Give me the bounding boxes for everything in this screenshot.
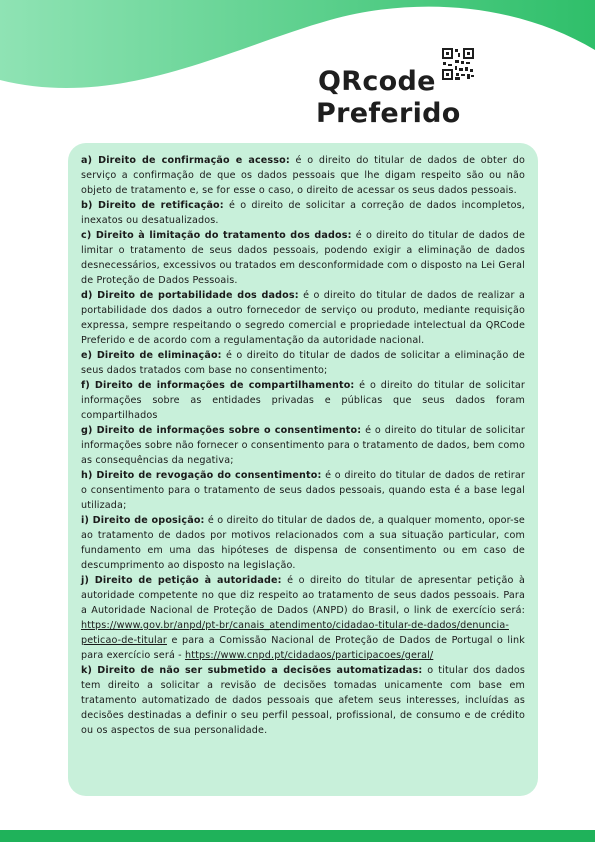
right-title: c) Direito à limitação do tratamento dos dados: (81, 230, 352, 241)
right-text: o titular dos dados tem direito a solicitar a revisão de decisões tomadas unicamente com base em tratamento automatizado de dados pessoais que afetem seus interesses, incluídas as decisões destinadas a definir o seu perfil pessoal, profissional, de consumo e de crédito ou os aspectos de sua personalidade. (81, 665, 525, 736)
right-text: é o direito do titular de dados de solicitar a eliminação de seus dados tratados com base no consentimento; (81, 350, 525, 376)
right-i (81, 513, 525, 573)
footer-bar (0, 830, 595, 842)
right-text: é o direito de solicitar a correção de dados incompletos, inexatos ou desatualizados. (81, 200, 525, 226)
right-title: g) Direito de informações sobre o consentimento: (81, 425, 362, 436)
rights-text (81, 153, 525, 738)
right-title: e) Direito de eliminação: (81, 350, 222, 361)
right-text: e para a Comissão Nacional de Proteção de Dados de Portugal o link para exercício será - (81, 635, 525, 661)
right-title: d) Direito de portabilidade dos dados: (81, 290, 299, 301)
right-h (81, 468, 525, 513)
right-f (81, 378, 525, 423)
right-title: i) Direito de oposição: (81, 515, 205, 526)
right-title: f) Direito de informações de compartilhamento: (81, 380, 355, 391)
brand-name-line2: Preferido (316, 98, 461, 129)
right-text: é o direito do titular de dados de realizar a portabilidade dos dados a outro fornecedor de serviço ou produto, mediante requisição expressa, sempre respeitando o segredo comercial e propriedade intelectual da QRCode Preferido e de acordo com a regulamentação da autoridade nacional. (81, 290, 525, 346)
right-d (81, 288, 525, 348)
right-title: h) Direito de revogação do consentimento: (81, 470, 322, 481)
qr-code-icon (441, 47, 475, 81)
right-title: k) Direito de não ser submetido a decisões automatizadas: (81, 665, 423, 676)
right-e (81, 348, 525, 378)
cnpd-link[interactable]: https://www.cnpd.pt/cidadaos/participacoes/geral/ (184, 650, 434, 661)
brand-name-line1: QRcode (318, 66, 436, 97)
brand-logo (316, 46, 476, 136)
right-text: é o direito do titular de dados de retirar o consentimento para o tratamento de seus dados pessoais, quando esta é a base legal utilizada; (81, 470, 525, 511)
right-g (81, 423, 525, 468)
right-title: j) Direito de petição à autoridade: (81, 575, 282, 586)
right-title: b) Direito de retificação: (81, 200, 224, 211)
right-a (81, 153, 525, 198)
right-text: é o direito do titular de solicitar informações sobre não fornecer o consentimento para o tratamento de dados, bem como as consequências da negativa; (81, 425, 526, 466)
right-b (81, 198, 525, 228)
right-text: é o direito do titular de dados de limitar o tratamento de seus dados pessoais, podendo exigir a eliminação de dados desnecessários, excessivos ou tratados em desconformidade com o disposto na Lei Geral de Proteção de Dados Pessoais. (81, 230, 525, 286)
right-j (81, 573, 525, 663)
anpd-link[interactable]: https://www.gov.br/anpd/pt-br/canais_atendimento/cidadao-titular-de-dados/denuncia-peticao-de-titular (81, 620, 509, 646)
right-title: a) Direito de confirmação e acesso: (81, 155, 290, 166)
right-text: é o direito do titular de solicitar informações sobre as entidades privadas e públicas que seus dados foram compartilhados (81, 380, 525, 421)
header-wave (0, 0, 595, 160)
right-k (81, 663, 525, 738)
right-text: é o direito do titular de apresentar petição à autoridade competente no que diz respeito ao tratamento de seus dados pessoais. Para a Autoridade Nacional de Proteção de Dados (ANPD) do Brasil, o link de exercício será: (81, 575, 525, 616)
right-text: é o direito do titular de dados de obter do serviço a confirmação de que os dados pessoais que lhe digam respeito são ou não objeto de tratamento e, se for esse o caso, o direito de acessar os seus dados pessoais. (81, 155, 525, 196)
right-c (81, 228, 525, 288)
right-text: é o direito do titular de dados de, a qualquer momento, opor-se ao tratamento de dados por motivos relacionados com a sua situação particular, com fundamento em uma das hipóteses de dispensa de consentimento ou em caso de descumprimento ao disposto na legislação. (81, 515, 525, 571)
